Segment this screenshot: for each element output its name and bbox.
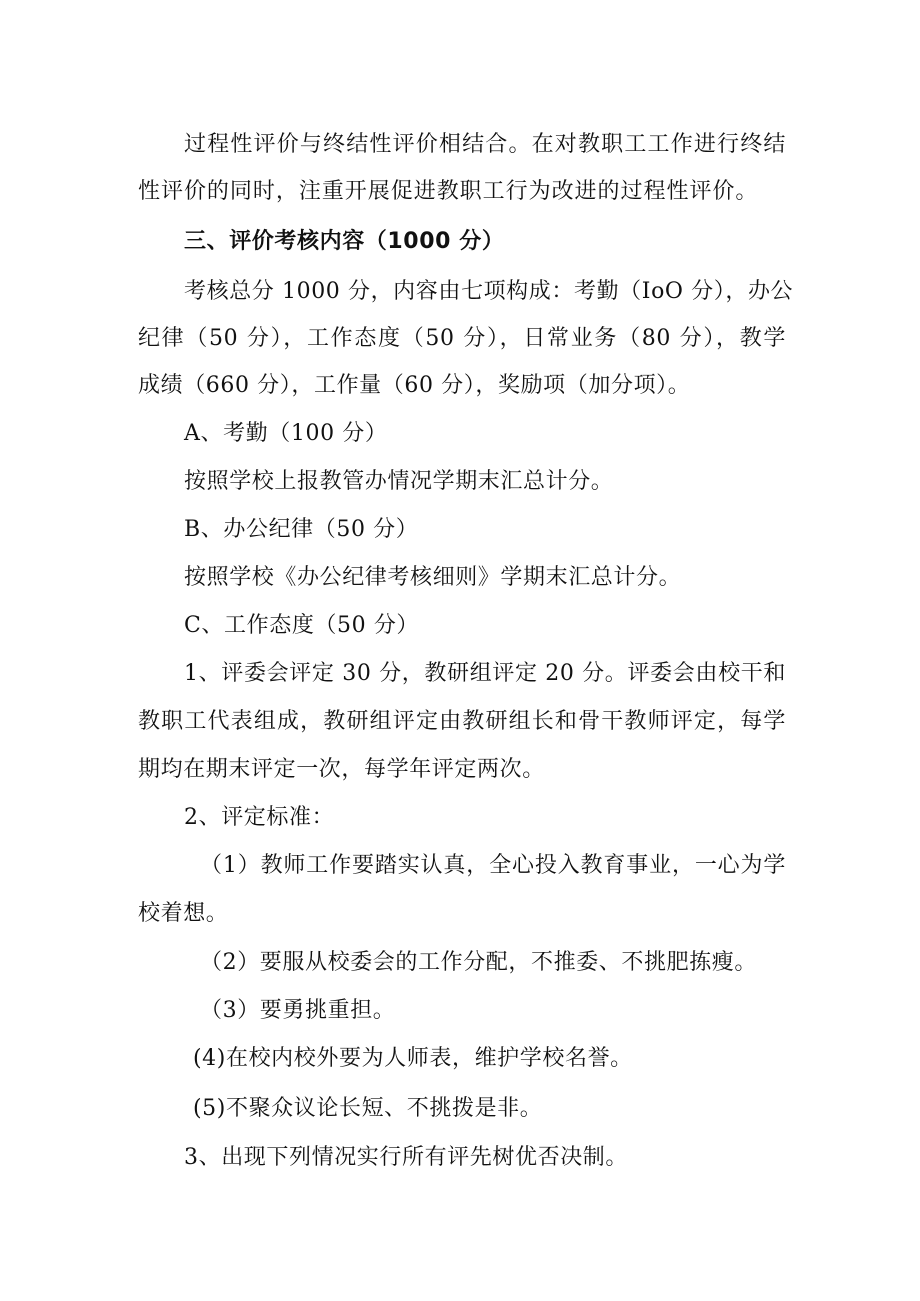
list-item: （3）要勇挑重担。 xyxy=(200,998,396,1023)
paragraph-line: 校着想。 xyxy=(138,901,229,926)
subsection-heading: C、工作态度（50 分） xyxy=(184,613,420,638)
list-item: (4)在校内校外要为人师表，维护学校名誉。 xyxy=(193,1046,633,1071)
paragraph-line: 按照学校上报教管办情况学期末汇总计分。 xyxy=(184,469,614,494)
paragraph-line: 纪律（50 分），工作态度（50 分），日常业务（80 分），教学 xyxy=(138,326,786,351)
paragraph-line: 2、评定标准： xyxy=(184,805,335,830)
paragraph-line: 教职工代表组成，教研组评定由教研组长和骨干教师评定，每学 xyxy=(138,709,786,734)
subsection-heading: A、考勤（100 分） xyxy=(184,421,388,446)
list-item: （1）教师工作要踏实认真，全心投入教育事业，一心为学 xyxy=(200,853,786,878)
paragraph-line: 1、评委会评定 30 分，教研组评定 20 分。评委会由校干和 xyxy=(184,661,786,686)
list-item: （2）要服从校委会的工作分配，不推委、不挑肥拣瘦。 xyxy=(200,950,757,975)
paragraph-line: 成绩（660 分），工作量（60 分），奖励项（加分项）。 xyxy=(138,373,691,398)
paragraph-line: 性评价的同时，注重开展促进教职工行为改进的过程性评价。 xyxy=(138,179,758,204)
paragraph-line: 期均在期末评定一次，每学年评定两次。 xyxy=(138,757,545,782)
subsection-heading: B、办公纪律（50 分） xyxy=(184,517,419,542)
paragraph-line: 考核总分 1000 分，内容由七项构成：考勤（IoO 分），办公 xyxy=(184,279,794,304)
paragraph-line: 过程性评价与终结性评价相结合。在对教职工工作进行终结 xyxy=(184,132,786,157)
paragraph-line: 按照学校《办公纪律考核细则》学期末汇总计分。 xyxy=(184,565,682,590)
paragraph-line: 3、出现下列情况实行所有评先树优否决制。 xyxy=(184,1145,628,1170)
section-heading: 三、评价考核内容（1000 分） xyxy=(184,229,505,254)
list-item: (5)不聚众议论长短、不挑拨是非。 xyxy=(193,1096,543,1121)
